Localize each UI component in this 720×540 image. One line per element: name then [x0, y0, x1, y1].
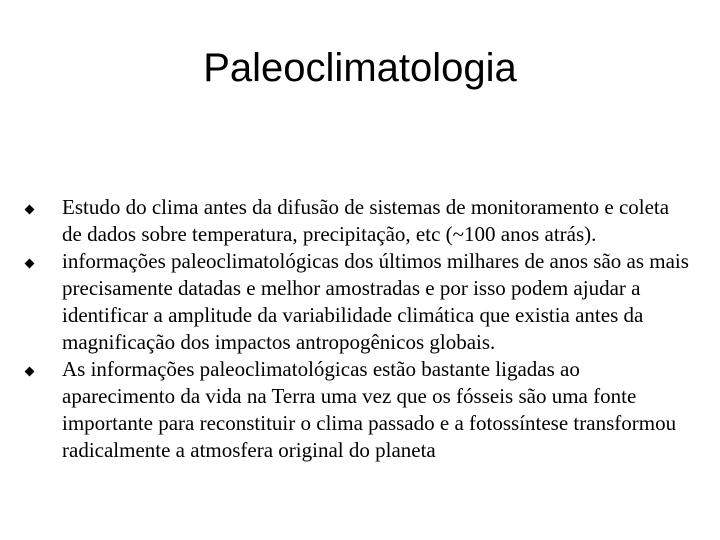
- bullet-text: As informações paleoclimatológicas estão bastante ligadas ao aparecimento da vida na Terra uma vez que os fósseis são uma fonte importante para reconstituir o clima passado e a fotossíntese transformou radicalmente a atmosfera original do planeta: [62, 357, 677, 462]
- diamond-bullet-icon: [25, 367, 35, 377]
- diamond-bullet-icon: [25, 205, 35, 215]
- bullet-item: [0, 356, 692, 464]
- bullet-text: informações paleoclimatológicas dos últimos milhares de anos são as mais precisamente datadas e melhor amostradas e por isso podem ajudar a identificar a amplitude da variabilidade climática que existia antes da magnificação dos impactos antropogênicos globais.: [62, 249, 689, 354]
- slide-title: Paleoclimatologia: [203, 46, 517, 90]
- bullet-text: Estudo do clima antes da difusão de sistemas de monitoramento e coleta de dados sobre temperatura, precipitação, etc (~100 anos atrás).: [62, 195, 670, 246]
- diamond-bullet-icon: [25, 259, 35, 269]
- bullet-item: [0, 248, 692, 356]
- bullet-item: [0, 194, 692, 248]
- bullet-list: [0, 194, 720, 464]
